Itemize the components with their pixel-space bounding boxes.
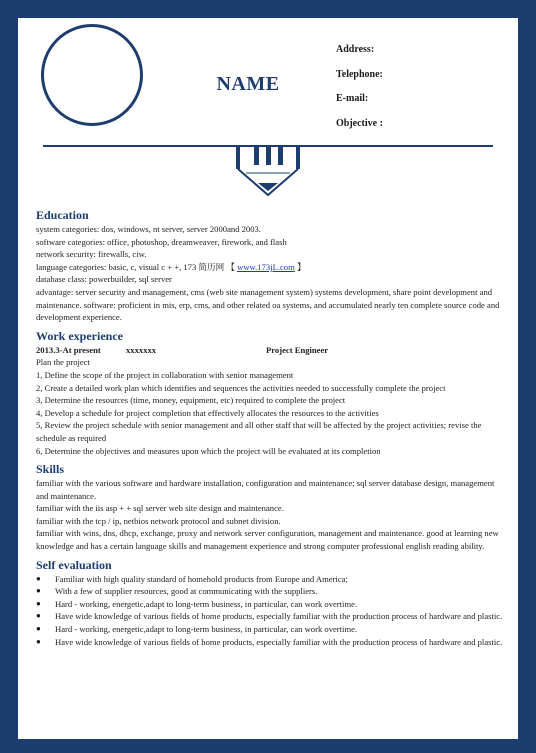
job-header [36, 344, 506, 357]
work-line: 4, Develop a schedule for project completion that effectively allocates the resources to the activities [36, 407, 379, 418]
work-line: 2, Create a detailed work plan which identifies and sequences the activities needed to successfully complete the project [36, 382, 446, 393]
link-suffix: 】 [294, 261, 306, 272]
photo-placeholder[interactable] [41, 24, 143, 126]
list-item: ● Hard - working, energetic,adapt to long-term business, in particular, can work overtime. [36, 623, 506, 636]
skills-section [36, 462, 506, 553]
education-line: network security: firewalls, ciw. [36, 249, 147, 260]
list-item: ● Have wide knowledge of various fields of home products, especially familiar with the production process of hardware and plastic. [36, 610, 506, 623]
contact-block [336, 44, 383, 142]
contact-telephone-label: Telephone: [336, 68, 383, 80]
list-item: ● Familiar with high quality standard of homehold products from Europe and America; [36, 573, 506, 586]
skills-line: familiar with wins, dns, dhcp, exchange, proxy and network server configuration, management and maintenance. good at learning new knowledge and has a certain language skills and management experience and strong computer professional english reading ability. [36, 528, 499, 552]
job-company: xxxxxxx [126, 344, 157, 355]
website-link[interactable]: www.173jL.com [237, 261, 295, 272]
work-heading: Work experience [36, 328, 123, 343]
resume-page [18, 18, 518, 739]
education-heading: Education [36, 208, 89, 222]
self-evaluation-heading: Self evaluation [36, 557, 112, 572]
education-line: advantage: server security and management, cms (web site management system) systems development, share point development and maintenance. software: proficient in mis, erp, cms, and other related oa systems, and accumulated nearly ten complete source code and development experience. [36, 286, 500, 323]
contact-address-label: Address: [336, 44, 375, 55]
contact-objective-label: Objective : [336, 117, 383, 129]
skills-heading: Skills [36, 462, 65, 477]
skills-line: familiar with the various software and hardware installation, configuration and maintenance; sql server database design, management and maintenance. [36, 478, 495, 501]
job-title: Project Engineer [266, 344, 329, 355]
education-language-line [36, 261, 506, 274]
work-section [36, 329, 506, 457]
education-line: system categories: dos, windows, nt server, server 2000and 2003. [36, 224, 261, 234]
self-evaluation-section [36, 558, 506, 649]
work-line: 3, Determine the resources (time, money, equipment, etc) required to complete the project [36, 395, 346, 406]
resume-content [36, 208, 506, 648]
education-line-text: language categories: basic, c, visual c + +, 173 简历网 【 [36, 261, 235, 272]
contact-email-label: E-mail: [336, 93, 369, 104]
candidate-name: NAME [216, 73, 280, 95]
work-line: 1, Define the scope of the project in collaboration with senior management [36, 369, 294, 380]
skills-line: familiar with the iis asp + + sql server web site design and maintenance. [36, 503, 284, 514]
job-date: 2013.3-At present [36, 344, 101, 355]
work-line: Plan the project [36, 357, 90, 368]
work-line: 5, Review the project schedule with senior management and all other staff that will be affected by the project activities; revise the schedule as required [36, 420, 482, 443]
education-line: software categories: office, photoshop, dreamweaver, firework, and flash [36, 236, 287, 247]
self-evaluation-list [36, 573, 506, 649]
skills-line: familiar with the tcp / ip, netbios network protocol and subnet division. [36, 515, 281, 526]
list-item: ● Hard - working, energetic,adapt to long-term business, in particular, can work overtime. [36, 598, 506, 611]
work-line: 6, Determine the objectives and measures upon which the project will be evaluated at its completion [36, 445, 381, 456]
education-section [36, 208, 506, 324]
list-item: ● Have wide knowledge of various fields of home products, especially familiar with the production process of hardware and plastic. [36, 636, 506, 649]
divider-ornament-icon [236, 145, 300, 197]
education-line: database class: powerbuilder, sql server [36, 274, 172, 285]
list-item: ● With a few of supplier resources, good at communicating with the suppliers. [36, 585, 506, 598]
